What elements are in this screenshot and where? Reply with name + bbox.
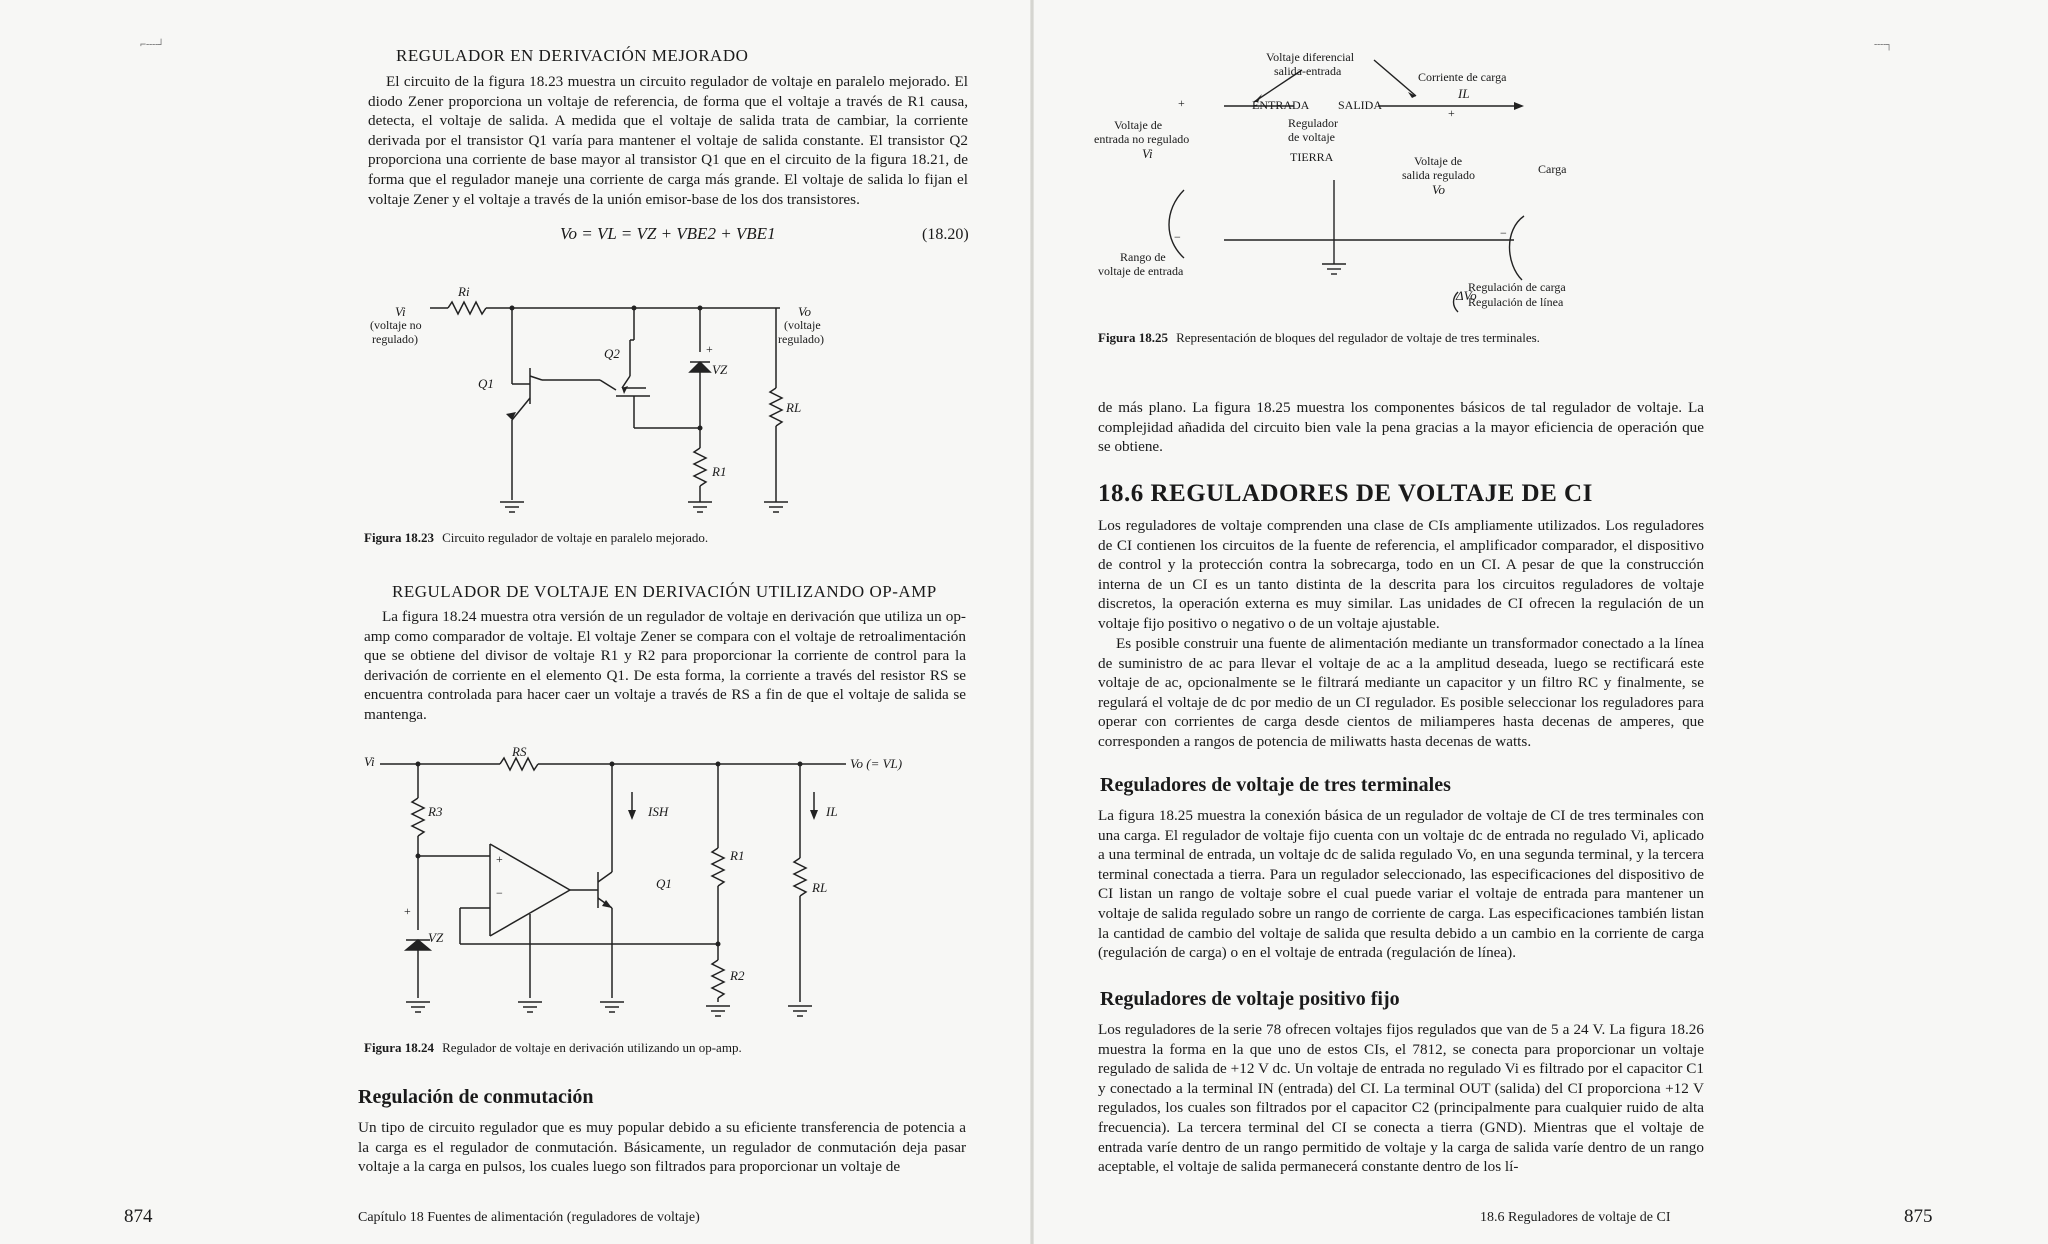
fig3-minus-in: − (1174, 230, 1181, 244)
fig3-reglinea-label: Regulación de línea (1468, 295, 1564, 309)
page-number-left: 874 (124, 1206, 153, 1227)
fig2-minus: − (496, 886, 503, 900)
fig3-minus-out: − (1500, 226, 1507, 240)
fig1-caption-number: Figura 18.23 (364, 530, 435, 545)
fig2-ish-label: ISH (648, 804, 669, 819)
fig3-caption-number: Figura 18.25 (1098, 330, 1169, 345)
paragraph-ic-regulators: Los reguladores de voltaje comprenden una clase de CIs ampliamente utilizados. Los reguladores de CI contienen los circuitos de la fuente de referencia, el amplificador comparador, el dispositivo de control y la protección contra la sobrecarga, todo en un CI. A pesar de que la construcción interna de un CI es un tanto distinta de la descrita para los circuitos reguladores de voltaje discretos, la operación externa es muy similar. Las unidades de CI ofrecen la regulación de un voltaje fijo positivo o negativo o de un voltaje ajustable. (1098, 517, 1704, 632)
fig3-carga-label: Carga (1538, 162, 1567, 176)
fig2-r2-label: R2 (730, 968, 745, 983)
fig3-plus-out: + (1448, 106, 1455, 120)
fig2-rl-label: RL (812, 880, 828, 895)
heading-fixed-positive: Reguladores de voltaje positivo fijo (1100, 988, 1400, 1010)
fig2-vi-label: Vi (364, 754, 375, 769)
fig1-ri-label: Ri (458, 284, 470, 299)
paragraph-switching-regulation: Un tipo de circuito regulador que es muy popular debido a su eficiente transferencia de potencia a la carga es el regulador de conmutación. Básicamente, un regulador de conmutación deja pasar voltaje a la carga en pulsos, los cuales luego son filtrados para proporcionar un voltaje de (358, 1119, 966, 1176)
heading-opamp-shunt: REGULADOR DE VOLTAJE EN DERIVACIÓN UTILIZANDO OP-AMP (392, 582, 937, 601)
fig2-caption-text: Regulador de voltaje en derivación utilizando un op-amp. (442, 1040, 742, 1055)
fig1-caption-text: Circuito regulador de voltaje en paralelo mejorado. (442, 530, 709, 545)
fig3-iload-label: Corriente de carga (1418, 70, 1507, 84)
footer-left: Capítulo 18 Fuentes de alimentación (reguladores de voltaje) (358, 1210, 700, 1225)
fig1-r1-label: R1 (712, 464, 727, 479)
fig3-vout-label: Voltaje de (1414, 154, 1463, 168)
fig2-caption-number: Figura 18.24 (364, 1040, 435, 1055)
paragraph-fixed-positive: Los reguladores de la serie 78 ofrecen voltajes fijos regulados que van de 5 a 24 V. La figura 18.26 muestra la forma en la que uno de estos CIs, el 7812, se conecta para proporcionar un voltaje regulado de salida de +12 V dc. Un voltaje de entrada no regulado Vi es filtrado por el capacitor C1 y conectado a la terminal IN (entrada) del CI. La terminal OUT (salida) del CI proporciona +12 V regulados, los cuales son filtrados por el capacitor C2 (principalmente para cualquier ruido de alta frecuencia). La tercera terminal del CI se conecta a tierra (GND). Mientras que el voltaje de entrada varíe dentro de un rango permitido de voltaje y la carga de salida varíe dentro de un rango aceptable, el voltaje de salida permanecerá constante dentro de los lí- (1098, 1021, 1704, 1176)
paragraph-opamp-shunt: La figura 18.24 muestra otra versión de un regulador de voltaje en derivación que utiliza un op-amp como comparador de voltaje. El voltaje Zener se compara con el voltaje de retroalimentación que se obtiene del divisor de voltaje R1 y R2 para proporcionar la corriente de control para la derivación de corriente en el elemento Q1. De esta forma, la corriente a través del resistor RS se encuentra controlada para hacer caer un voltaje a través de RS a fin de que el voltaje de salida se mantenga. (364, 608, 966, 723)
fig2-il-label: IL (826, 804, 838, 819)
fig3-regcarga-label: Regulación de carga (1468, 280, 1566, 294)
corner-registration-mark-right: ╌╌┐ (1874, 40, 1893, 51)
fig3-plus-in: + (1178, 96, 1185, 110)
fig1-rl-label: RL (786, 400, 802, 415)
fig3-vin-label: Voltaje de (1114, 118, 1163, 132)
equation-number: (18.20) (922, 226, 969, 243)
fig3-caption-text: Representación de bloques del regulador de voltaje de tres terminales. (1176, 330, 1540, 345)
fig3-reg-label2: de voltaje (1288, 130, 1335, 144)
fig3-rango-label: Rango de (1120, 250, 1166, 264)
fig2-r3-label: R3 (428, 804, 443, 819)
paragraph-three-terminal: La figura 18.25 muestra la conexión básica de un regulador de voltaje de CI de tres terminales con una carga. El regulador de voltaje fijo cuenta con un voltaje dc de entrada no regulado Vi, aplicado a una terminal de entrada, un voltaje dc de salida regulado Vo, en una segunda terminal, y la tercera terminal conectada a tierra. Para un regulador seleccionado, las especificaciones del dispositivo de CI listan un rango de voltaje sobre el cual puede variar el voltaje de entrada para mantener un voltaje de salida regulado sobre un rango de corriente de carga. Las especificaciones también listan la cantidad de cambio del voltaje de salida que resulta debido a un cambio en la corriente de carga (regulación de carga) o en el voltaje de entrada (regulación de línea). (1098, 807, 1704, 962)
fig2-vz-label: VZ (428, 930, 444, 945)
heading-improved-shunt-regulator: REGULADOR EN DERIVACIÓN MEJORADO (396, 46, 749, 65)
equation-18-20: Vo = VL = VZ + VBE2 + VBE1 (560, 224, 776, 243)
fig3-caption (1098, 330, 1540, 346)
fig2-vo-label: Vo (= VL) (850, 756, 903, 771)
fig3-vo-label: Vo (1432, 182, 1445, 197)
fig3-entrada-label: ENTRADA (1252, 98, 1310, 112)
fig1-vo-sub2: regulado) (778, 332, 824, 346)
fig1-caption (364, 530, 708, 546)
heading-switching-regulation: Regulación de conmutación (358, 1086, 594, 1108)
fig1-vi-sub2: regulado) (372, 332, 418, 346)
fig1-q2-label: Q2 (604, 346, 620, 361)
page-number-right: 875 (1904, 1206, 1933, 1227)
fig3-tierra-label: TIERRA (1290, 150, 1334, 164)
paragraph-power-supply: Es posible construir una fuente de alimentación mediante un transformador conectado a la línea de suministro de ac para llevar el voltaje de ac a la amplitud deseada, luego se rectificará este voltaje de ac, opcionalmente se le filtrará mediante un capacitor y un filtro RC y finalmente, se regulará el voltaje de dc por medio de un CI regulador. Es posible seleccionar los reguladores para operar con corrientes de carga desde cientos de miliamperes hasta decenas de amperes, que corresponden a rangos de potencia de miliwatts hasta decenas de watts. (1098, 635, 1704, 750)
fig2-q1-label: Q1 (656, 876, 672, 891)
fig1-vo-sub: (voltaje (784, 318, 821, 332)
fig1-vi-label: Vi (395, 304, 406, 319)
fig3-reg-label: Regulador (1288, 116, 1338, 130)
fig3-vi-label: Vi (1142, 146, 1153, 161)
section-18-6-title: 18.6 REGULADORES DE VOLTAJE DE CI (1098, 480, 1593, 507)
fig2-caption (364, 1040, 742, 1056)
fig2-plus: + (496, 852, 503, 866)
fig3-vdiff-label: Voltaje diferencial (1266, 50, 1355, 64)
paragraph-improved-shunt: El circuito de la figura 18.23 muestra un circuito regulador de voltaje en paralelo mejorado. El diodo Zener proporciona un voltaje de referencia, de forma que el voltaje a través de R1 causa, detecta, el voltaje de salida. A medida que el voltaje de salida trata de cambiar, la corriente derivada por el transistor Q1 varía para mantener el voltaje de salida constante. El transistor Q2 proporciona una corriente de base mayor al transistor Q1 que en el circuito de la figura 18.21, de forma que el regulador maneje una corriente de carga más grande. El voltaje de salida lo fijan el voltaje Zener y el voltaje a través de la unión emisor-base de los dos transistores. (368, 73, 968, 208)
figure-18-24-circuit (360, 740, 920, 1040)
fig3-dvo-label: ΔVo (1456, 288, 1477, 303)
fig3-salida-label: SALIDA (1338, 98, 1382, 112)
right-page (1034, 0, 2048, 1244)
figure-18-23-circuit (360, 280, 840, 520)
corner-registration-mark: ⌐╌╌┘ (140, 40, 165, 51)
fig3-vout-label2: salida regulado (1402, 168, 1475, 182)
fig2-zener-plus: + (404, 904, 411, 918)
fig3-rango-label2: voltaje de entrada (1098, 264, 1184, 278)
fig1-vi-sub: (voltaje no (370, 318, 422, 332)
fig1-plus: + (706, 342, 713, 356)
footer-right: 18.6 Reguladores de voltaje de CI (1480, 1210, 1671, 1225)
fig2-r1-label: R1 (730, 848, 745, 863)
fig1-q1-label: Q1 (478, 376, 494, 391)
paragraph-continuation: de más plano. La figura 18.25 muestra los componentes básicos de tal regulador de voltaje. La complejidad añadida del circuito bien vale la pena gracias a la mayor eficiencia de operación que se obtiene. (1098, 399, 1704, 456)
fig2-rs-label: RS (512, 744, 527, 759)
heading-three-terminal: Reguladores de voltaje de tres terminales (1100, 774, 1451, 796)
fig3-vin-label2: entrada no regulado (1094, 132, 1190, 146)
fig1-vo-label: Vo (798, 304, 811, 319)
fig3-vdiff-label2: salida-entrada (1274, 64, 1342, 78)
fig3-il-label: IL (1458, 86, 1470, 101)
fig1-vz-label: VZ (712, 362, 728, 377)
